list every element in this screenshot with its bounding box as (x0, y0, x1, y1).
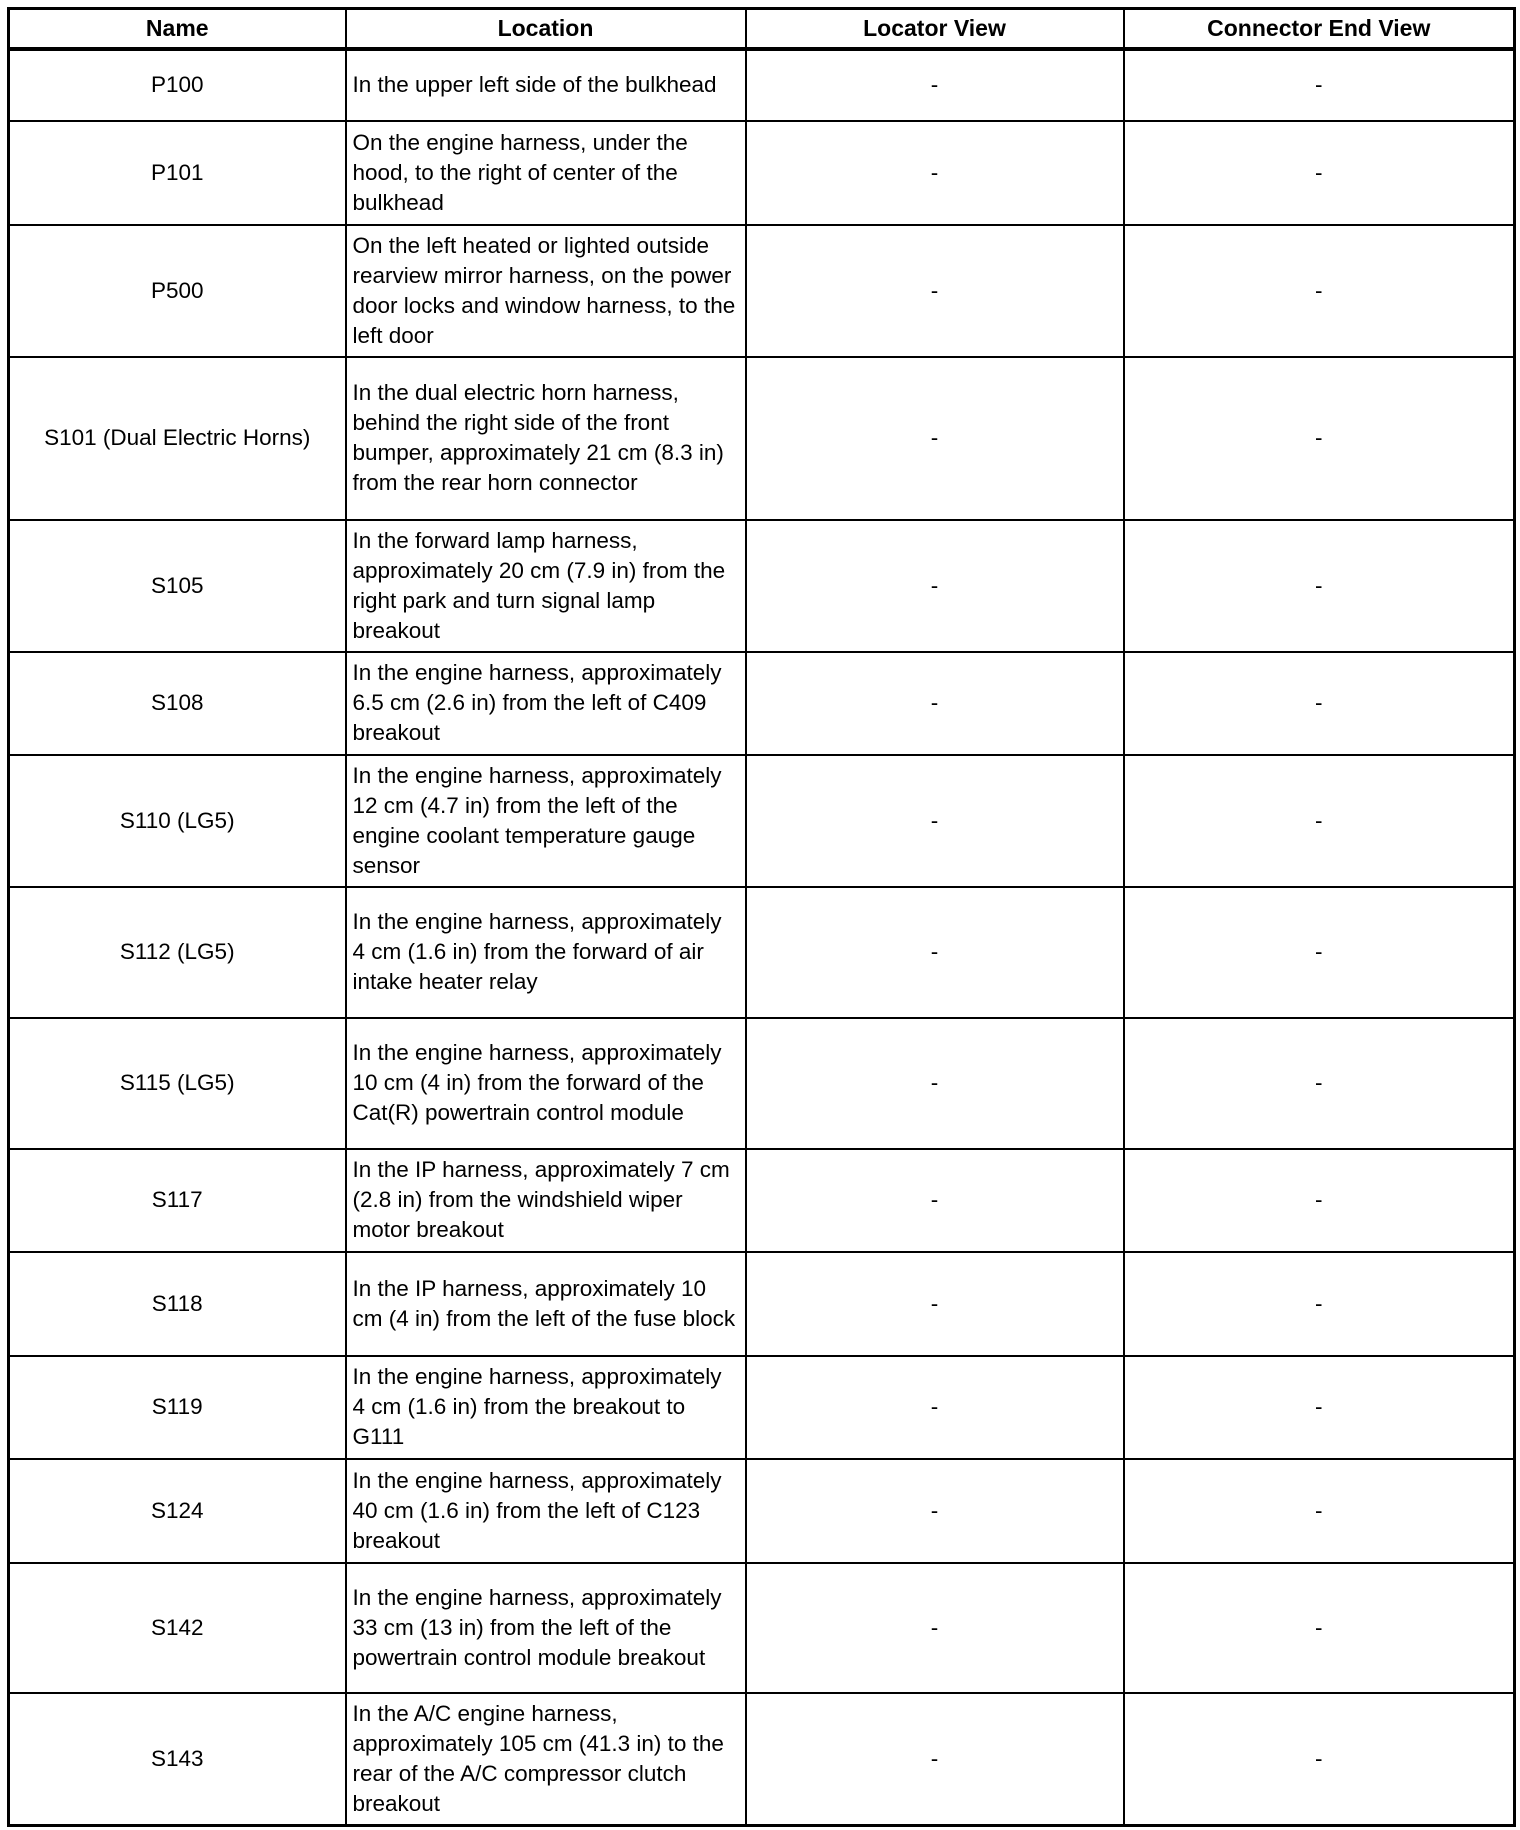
column-header-location: Location (346, 9, 746, 49)
cell-location: In the upper left side of the bulkhead (346, 49, 746, 121)
cell-connector-end-view: - (1124, 755, 1515, 887)
table-row (9, 225, 1515, 357)
cell-locator-view: - (746, 1693, 1124, 1826)
cell-location: In the IP harness, approximately 10 cm (4 in) from the left of the fuse block (346, 1252, 746, 1356)
column-header-name: Name (9, 9, 346, 49)
table-row (9, 1356, 1515, 1459)
cell-locator-view: - (746, 755, 1124, 887)
cell-name: S124 (9, 1459, 346, 1563)
cell-connector-end-view: - (1124, 1252, 1515, 1356)
cell-location: In the engine harness, approximately 4 cm (1.6 in) from the breakout to G111 (346, 1356, 746, 1459)
table-row (9, 1018, 1515, 1149)
table-row (9, 1693, 1515, 1826)
cell-location: In the engine harness, approximately 6.5 cm (2.6 in) from the left of C409 breakout (346, 652, 746, 755)
cell-locator-view: - (746, 49, 1124, 121)
cell-name: P500 (9, 225, 346, 357)
cell-connector-end-view: - (1124, 1563, 1515, 1693)
table-row (9, 1563, 1515, 1693)
cell-name: S118 (9, 1252, 346, 1356)
cell-locator-view: - (746, 121, 1124, 225)
cell-locator-view: - (746, 1252, 1124, 1356)
table-row (9, 652, 1515, 755)
cell-locator-view: - (746, 1563, 1124, 1693)
cell-location: In the engine harness, approximately 40 cm (1.6 in) from the left of C123 breakout (346, 1459, 746, 1563)
cell-locator-view: - (746, 520, 1124, 652)
cell-name: S101 (Dual Electric Horns) (9, 357, 346, 520)
connector-location-table-wrapper (7, 7, 1513, 1827)
table-row (9, 1459, 1515, 1563)
cell-connector-end-view: - (1124, 49, 1515, 121)
cell-name: S143 (9, 1693, 346, 1826)
table-row (9, 1149, 1515, 1252)
table-row (9, 357, 1515, 520)
cell-locator-view: - (746, 652, 1124, 755)
cell-locator-view: - (746, 1459, 1124, 1563)
cell-connector-end-view: - (1124, 520, 1515, 652)
table-row (9, 887, 1515, 1018)
cell-locator-view: - (746, 887, 1124, 1018)
cell-connector-end-view: - (1124, 1459, 1515, 1563)
cell-name: S108 (9, 652, 346, 755)
cell-name: S112 (LG5) (9, 887, 346, 1018)
cell-connector-end-view: - (1124, 1693, 1515, 1826)
cell-connector-end-view: - (1124, 652, 1515, 755)
cell-connector-end-view: - (1124, 357, 1515, 520)
cell-location: In the forward lamp harness, approximately 20 cm (7.9 in) from the right park and turn signal lamp breakout (346, 520, 746, 652)
cell-locator-view: - (746, 225, 1124, 357)
cell-connector-end-view: - (1124, 1356, 1515, 1459)
header-row (9, 9, 1515, 49)
cell-name: S117 (9, 1149, 346, 1252)
table-row (9, 121, 1515, 225)
cell-location: In the dual electric horn harness, behind the right side of the front bumper, approximately 21 cm (8.3 in) from the rear horn connector (346, 357, 746, 520)
cell-location: On the left heated or lighted outside rearview mirror harness, on the power door locks and window harness, to the left door (346, 225, 746, 357)
cell-location: On the engine harness, under the hood, to the right of center of the bulkhead (346, 121, 746, 225)
table-row (9, 755, 1515, 887)
cell-name: S119 (9, 1356, 346, 1459)
cell-location: In the engine harness, approximately 4 cm (1.6 in) from the forward of air intake heater relay (346, 887, 746, 1018)
column-header-locator-view: Locator View (746, 9, 1124, 49)
table-row (9, 49, 1515, 121)
cell-connector-end-view: - (1124, 1018, 1515, 1149)
cell-location: In the IP harness, approximately 7 cm (2.8 in) from the windshield wiper motor breakout (346, 1149, 746, 1252)
column-header-connector-end-view: Connector End View (1124, 9, 1515, 49)
cell-locator-view: - (746, 1149, 1124, 1252)
connector-location-table (7, 7, 1516, 1827)
cell-locator-view: - (746, 357, 1124, 520)
cell-locator-view: - (746, 1356, 1124, 1459)
cell-name: S105 (9, 520, 346, 652)
cell-name: S110 (LG5) (9, 755, 346, 887)
cell-name: P100 (9, 49, 346, 121)
cell-location: In the A/C engine harness, approximately 105 cm (41.3 in) to the rear of the A/C compressor clutch breakout (346, 1693, 746, 1826)
cell-connector-end-view: - (1124, 1149, 1515, 1252)
cell-name: P101 (9, 121, 346, 225)
cell-location: In the engine harness, approximately 12 cm (4.7 in) from the left of the engine coolant temperature gauge sensor (346, 755, 746, 887)
cell-connector-end-view: - (1124, 887, 1515, 1018)
cell-location: In the engine harness, approximately 33 cm (13 in) from the left of the powertrain control module breakout (346, 1563, 746, 1693)
table-row (9, 1252, 1515, 1356)
cell-name: S142 (9, 1563, 346, 1693)
cell-connector-end-view: - (1124, 225, 1515, 357)
cell-name: S115 (LG5) (9, 1018, 346, 1149)
table-row (9, 520, 1515, 652)
cell-locator-view: - (746, 1018, 1124, 1149)
cell-location: In the engine harness, approximately 10 cm (4 in) from the forward of the Cat(R) powertrain control module (346, 1018, 746, 1149)
cell-connector-end-view: - (1124, 121, 1515, 225)
